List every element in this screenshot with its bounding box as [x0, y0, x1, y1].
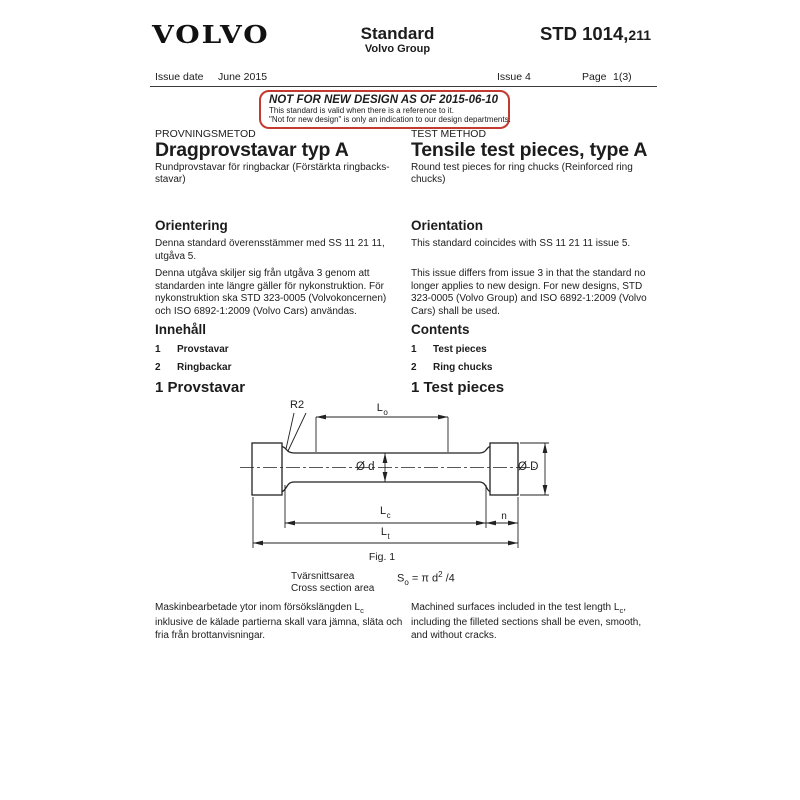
title-sv: Dragprovstavar typ A — [155, 139, 349, 161]
title-en: Tensile test pieces, type A — [411, 139, 648, 161]
area-formula — [397, 570, 455, 587]
parallel-length-label — [355, 505, 415, 519]
page-label: Page — [582, 71, 607, 83]
toc-item-sv-1 — [155, 344, 403, 355]
kicker-sv: PROVNINGSMETOD — [155, 128, 256, 140]
footer-text: Machined surfaces included in the test length L — [411, 602, 620, 613]
orientation-heading-en: Orientation — [411, 218, 484, 233]
machined-surfaces-paragraph-en — [411, 602, 659, 642]
dim-base: L — [379, 505, 387, 517]
head-length-label: n — [501, 511, 507, 522]
dim-base: L — [380, 526, 387, 538]
toc-item-number: 2 — [411, 362, 417, 373]
orientation-paragraph-2-en: This issue differs from issue 3 in that the standard no longer applies to new design. For new designs, STD 323-0005 (Volvo Group) and ISO 6892-1:2009 (Volvo Cars) shall be used. — [411, 268, 647, 317]
subtitle-en: Round test pieces for ring chucks (Reinforced ring chucks) — [411, 162, 633, 185]
total-length-label — [355, 526, 415, 540]
formula-mid: = π d — [408, 572, 439, 585]
machined-surfaces-paragraph-sv — [155, 602, 403, 642]
toc-item-sv-2 — [155, 362, 403, 373]
contents-heading-sv: Innehåll — [155, 322, 207, 337]
footer-sub: c — [360, 606, 364, 615]
issue-number: Issue 4 — [497, 71, 531, 83]
org-name: Volvo Group — [364, 43, 431, 55]
test-piece-drawing — [235, 397, 575, 567]
footer-text: inklusive de kälade partierna skall vara jämna, släta och fria från brottanvisningar. — [155, 617, 403, 641]
header-divider — [150, 86, 657, 87]
dim-sub: c — [386, 511, 391, 521]
document-type-title: Standard — [360, 24, 435, 43]
toc-item-number: 2 — [155, 362, 161, 373]
toc-item-label: Ring chucks — [433, 362, 493, 373]
footer-text: Maskinbearbetade ytor inom försökslängden L — [155, 602, 361, 613]
formula-base: S — [397, 572, 405, 585]
dim-sub: t — [387, 532, 390, 542]
not-for-new-design-notice — [259, 90, 510, 129]
toc-item-en-2 — [411, 362, 659, 373]
toc-item-label: Test pieces — [433, 344, 487, 355]
orientation-paragraph-1-en: This standard coincides with SS 11 21 11 issue 5. — [411, 238, 631, 249]
toc-item-en-1 — [411, 344, 659, 355]
orientation-heading-sv: Orientering — [155, 218, 228, 233]
toc-item-number: 1 — [155, 344, 161, 355]
section-heading-en: 1 Test pieces — [411, 379, 505, 396]
section-heading-sv: 1 Provstavar — [155, 379, 246, 396]
issue-date-label: Issue date — [155, 71, 204, 83]
orientation-paragraph-1-sv: Denna standard överensstämmer med SS 11 21 11, utgåva 5. — [155, 238, 385, 262]
area-label-en: Cross section area — [291, 583, 375, 594]
notice-line-1: This standard is valid when there is a reference to it. — [269, 106, 454, 115]
toc-item-label: Provstavar — [177, 344, 229, 355]
notice-line-2: "Not for new design" is only an indication to our design departments. — [269, 115, 511, 124]
dim-sub: o — [383, 408, 388, 418]
orientation-paragraph-2-sv: Denna utgåva skiljer sig från utgåva 3 genom att standarden inte längre gäller för nykonstruktion. För nykonstruktion ska STD 323-0005 (Volvokoncernen) och ISO 6892-1:2009 (Volvo Cars) användas. — [155, 268, 387, 317]
diameter-D-label: Ø D — [518, 461, 539, 473]
page-value: 1(3) — [613, 71, 632, 83]
dim-base: L — [376, 402, 383, 414]
toc-item-number: 1 — [411, 344, 417, 355]
subtitle-sv: Rundprovstavar för ringbackar (Förstärkta ringbacks-stavar) — [155, 162, 390, 185]
kicker-en: TEST METHOD — [411, 128, 487, 140]
diameter-d-label: Ø d — [356, 461, 375, 473]
formula-sub: o — [404, 577, 409, 587]
footer-text: , including the filleted sections shall be even, smooth, and without cracks. — [411, 602, 642, 641]
document-number-suffix: 211 — [628, 27, 651, 43]
formula-exponent: 2 — [438, 570, 443, 579]
notice-title: NOT FOR NEW DESIGN AS OF 2015-06-10 — [269, 94, 498, 106]
footer-sub: c — [619, 606, 624, 615]
radius-label: R2 — [290, 399, 305, 411]
contents-heading-en: Contents — [411, 322, 470, 337]
gauge-length-label — [352, 402, 412, 416]
volvo-logo: VOLVO — [152, 20, 270, 50]
document-number-main: STD 1014, — [539, 23, 629, 44]
issue-date-value: June 2015 — [218, 71, 268, 83]
figure-caption: Fig. 1 — [368, 551, 396, 563]
area-label-sv: Tvärsnittsarea — [291, 571, 355, 582]
toc-item-label: Ringbackar — [177, 362, 232, 373]
formula-tail: /4 — [442, 572, 455, 585]
document-number — [470, 23, 651, 45]
